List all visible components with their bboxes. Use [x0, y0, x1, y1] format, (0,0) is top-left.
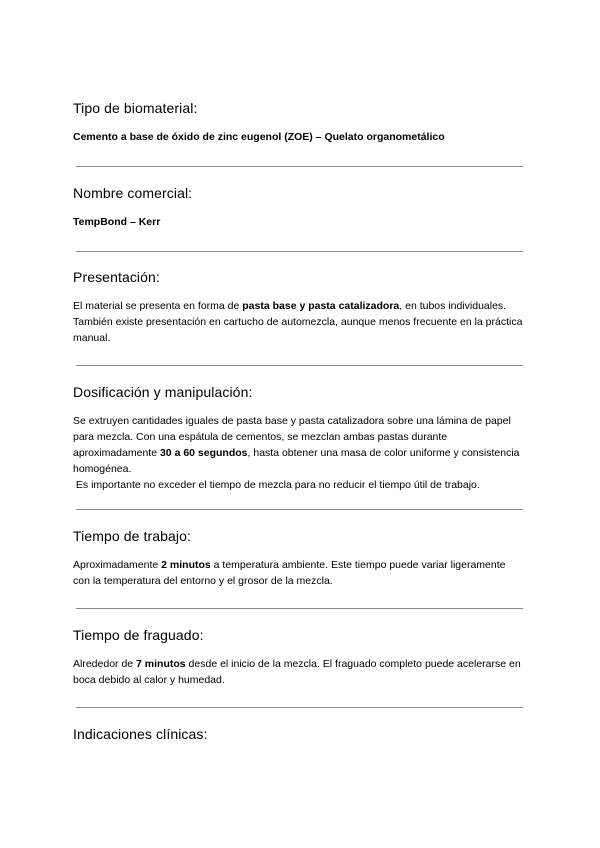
- section-indicaciones: [73, 726, 525, 743]
- heading-dosificacion: Dosificación y manipulación:: [73, 384, 253, 400]
- section-tiempo-trabajo: [73, 528, 525, 589]
- divider: [76, 365, 523, 366]
- text-trabajo-1: Aproximadamente: [73, 559, 162, 571]
- text-presentacion-1: El material se presenta en forma de: [73, 300, 243, 312]
- bold-trabajo: 2 minutos: [161, 559, 211, 571]
- heading-indicaciones: Indicaciones clínicas:: [73, 726, 208, 742]
- section-nombre-comercial: [73, 185, 525, 229]
- heading-tiempo-trabajo: Tiempo de trabajo:: [73, 528, 192, 544]
- text-fraguado-1: Alrededor de: [73, 658, 137, 670]
- bold-dosificacion: 30 a 60 segundos: [159, 447, 248, 459]
- heading-presentacion: Presentación:: [73, 269, 160, 285]
- text-presentacion-2: , en tubos individuales. También existe presentación en cartucho de automezcla, aunque menos frecuente en la práctica manual.: [73, 300, 523, 344]
- paragraph-tiempo-trabajo: [73, 557, 525, 589]
- section-dosificacion: [73, 384, 525, 493]
- section-presentacion: [73, 269, 525, 346]
- value-tipo-biomaterial: Cemento a base de óxido de zinc eugenol (ZOE) – Quelato organometálico: [73, 131, 445, 143]
- paragraph-dosificacion: [73, 413, 525, 477]
- text-trabajo-2: a temperatura ambiente. Este tiempo puede variar ligeramente con la temperatura del entorno y el grosor de la mezcla.: [73, 559, 506, 587]
- bold-presentacion: pasta base y pasta catalizadora: [242, 300, 400, 312]
- divider: [76, 251, 523, 252]
- bold-fraguado: 7 minutos: [136, 658, 186, 670]
- heading-tipo-biomaterial: Tipo de biomaterial:: [73, 100, 198, 116]
- text-dosificacion-2: , hasta obtener una masa de color uniforme y consistencia homogénea.: [73, 447, 520, 475]
- divider: [76, 166, 523, 167]
- heading-tiempo-fraguado: Tiempo de fraguado:: [73, 627, 204, 643]
- note-dosificacion: Es importante no exceder el tiempo de mezcla para no reducir el tiempo útil de trabajo.: [73, 479, 480, 491]
- divider: [76, 608, 523, 609]
- text-dosificacion-1: Se extruyen cantidades iguales de pasta base y pasta catalizadora sobre una lámina de papel para mezcla. Con una espátula de cementos, se mezclan ambas pastas durante aproximadamente: [73, 415, 511, 459]
- paragraph-tiempo-fraguado: [73, 656, 525, 688]
- value-nombre-comercial: TempBond – Kerr: [73, 216, 161, 228]
- heading-nombre-comercial: Nombre comercial:: [73, 185, 193, 201]
- section-tiempo-fraguado: [73, 627, 525, 688]
- divider: [76, 707, 523, 708]
- text-fraguado-2: desde el inicio de la mezcla. El fraguado completo puede acelerarse en boca debido al calor y humedad.: [73, 658, 521, 686]
- divider: [76, 509, 523, 510]
- paragraph-presentacion: [73, 298, 525, 346]
- section-tipo-biomaterial: [73, 100, 525, 144]
